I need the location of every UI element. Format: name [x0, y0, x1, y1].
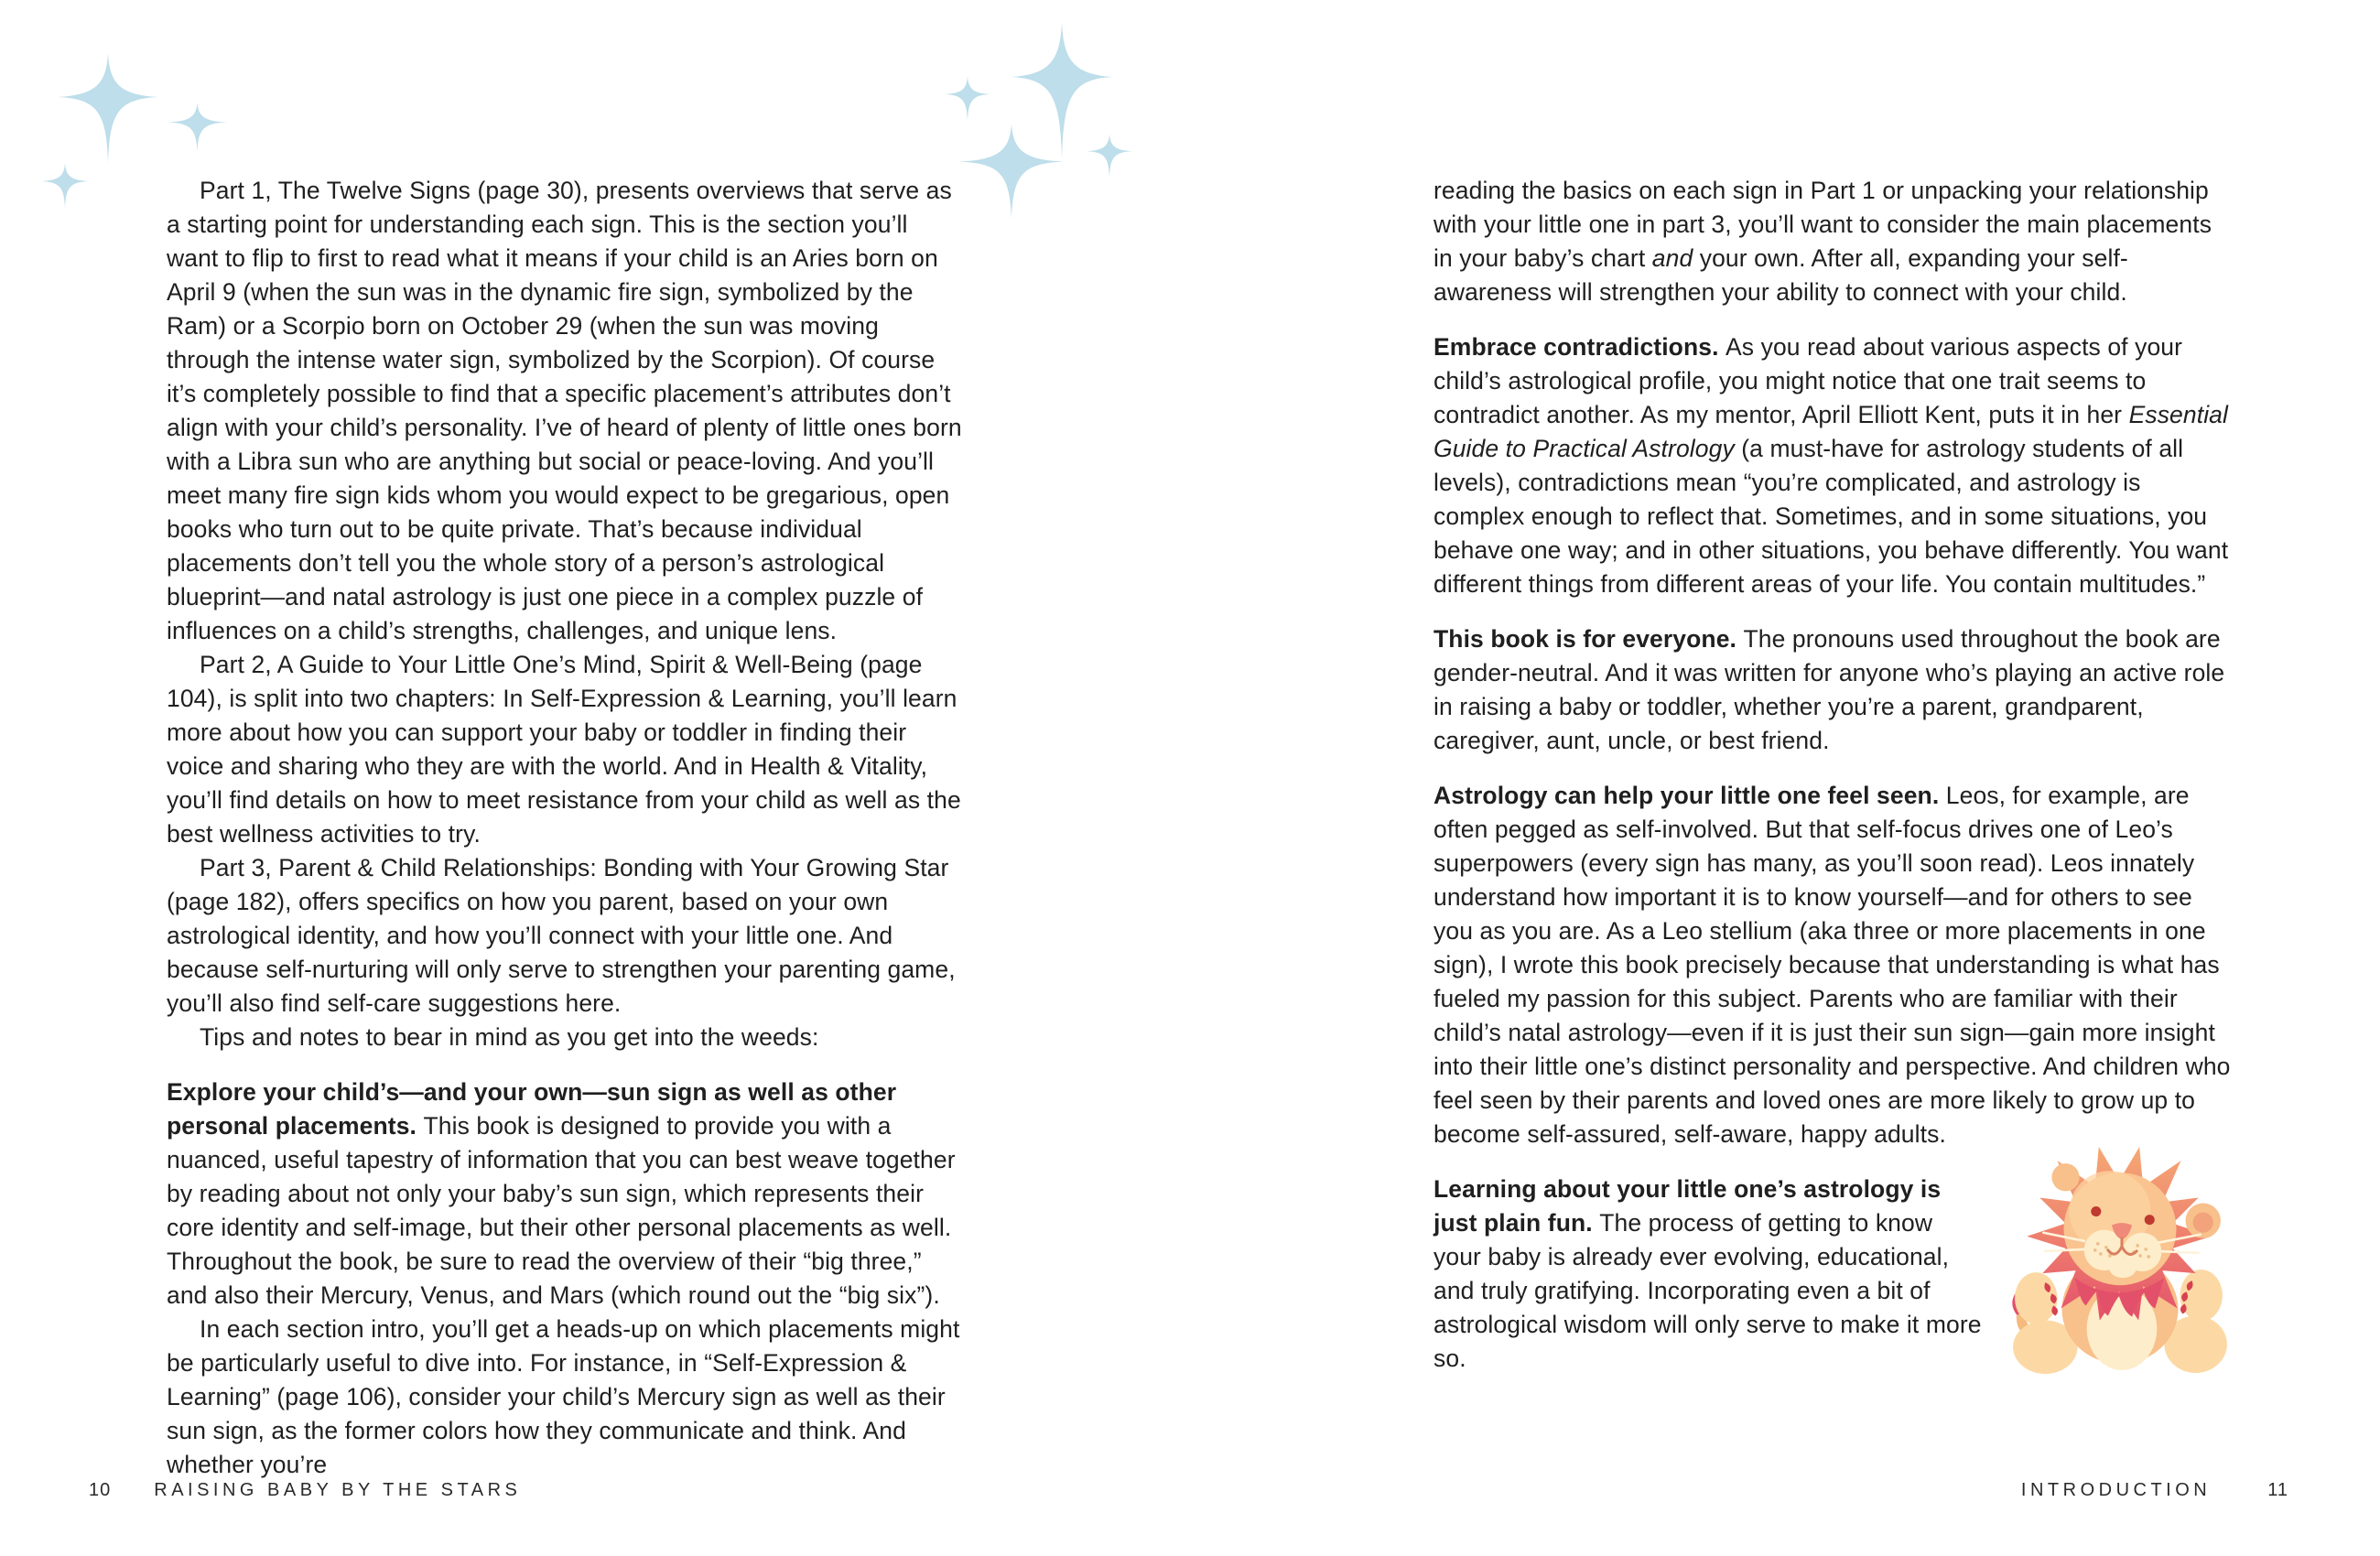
paragraph: This book is for everyone. The pronouns used throughout the book are gender-neutral. And it was written for anyone who’s playing an active role in raising a baby or toddler, whether you’re a parent, grandparent, caregiver, aunt, uncle, or best friend.: [1433, 625, 2225, 754]
paragraph: Part 3, Parent & Child Relationships: Bonding with Your Growing Star (page 182), offers specifics on how you parent, based on your own astrological identity, and how you’ll connect with your little one. And because self-nurturing will only serve to strengthen your parenting game, you’ll also find self-care suggestions here.: [167, 854, 956, 1017]
paragraph: Explore your child’s—and your own—sun sign as well as other personal placements. This book is designed to provide you with a nuanced, useful tapestry of information that you can best weave together by reading about not only your baby’s sun sign, which represents their core identity and self-image, but their other personal placements as well. Throughout the book, be sure to read the overview of their “big three,” and also their Mercury, Venus, and Mars (which round out the “big six”).: [167, 1078, 956, 1309]
page-number: 10: [89, 1480, 112, 1500]
paragraph: reading the basics on each sign in Part 1 or unpacking your relationship with your little one in part 3, you’ll want to consider the main placements in your baby’s chart and your own. After all, expanding your self-awareness will strengthen your ability to connect with your child.: [1433, 177, 2212, 306]
sparkle-icon: [41, 163, 89, 209]
book-title: RAISING BABY BY THE STARS: [154, 1480, 522, 1500]
lion-inner-ear: [2193, 1213, 2213, 1233]
leo-lion-illustration: [2010, 1147, 2232, 1378]
sparkle-icon: [1087, 134, 1132, 178]
sparkle-icon: [959, 124, 1064, 219]
paragraph: Embrace contradictions. As you read about various aspects of your child’s astrological profile, you might notice that one trait seems to contradict another. As my mentor, April Elliott Kent, puts it in her Essential Guide to Practical Astrology (a must-have for astrology students of all levels), contradictions mean “you’re complicated, and astrology is complex enough to reflect that. Sometimes, and in some situations, you behave one way; and in other situations, you behave differently. You want different things from different areas of your life. You contain multitudes.”: [1433, 333, 2229, 598]
left-page-footer: [89, 1480, 521, 1501]
page-number: 11: [2267, 1480, 2288, 1500]
paragraph: In each section intro, you’ll get a heads-up on which placements might be particularly useful to dive into. For instance, in “Self-Expression & Learning” (page 106), consider your child’s Mercury sign as well as their sun sign, as the former colors how they communicate and think. And whether you’re: [167, 1315, 960, 1478]
paragraph: Part 2, A Guide to Your Little One’s Mind, Spirit & Well-Being (page 104), is split into two chapters: In Self-Expression & Learning, you’ll learn more about how you can support your baby or toddler in finding their voice and sharing who they are with the world. And in Health & Vitality, you’ll find details on how to meet resistance from your child as well as the best wellness activities to try.: [167, 651, 961, 848]
sparkle-icon: [58, 53, 158, 163]
section-label: INTRODUCTION: [2020, 1480, 2212, 1500]
paragraph: Part 1, The Twelve Signs (page 30), presents overviews that serve as a starting point for understanding each sign. This is the section you’ll want to flip to first to read what it means if your child is an Aries born on April 9 (when the sun was in the dynamic fire sign, symbolized by the Ram) or a Scorpio born on October 29 (when the sun was moving through the intense water sign, symbolized by the Scorpion). Of course it’s completely possible to find that a specific placement’s attributes don’t align with your child’s personality. I’ve of heard of plenty of little ones born with a Libra sun who are anything but social or peace-loving. And you’ll meet many fire sign kids whom you would expect to be gregarious, open books who turn out to be quite private. That’s because individual placements don’t tell you the whole story of a person’s astrological blueprint—and natal astrology is just one piece in a complex puzzle of influences on a child’s strengths, challenges, and unique lens.: [167, 177, 962, 644]
lion-chin: [2109, 1258, 2137, 1278]
paragraph: Astrology can help your little one feel seen. Leos, for example, are often pegged as self-involved. But that self-focus drives one of Leo’s superpowers (every sign has many, as you’ll soon read). Leos innately understand how important it is to know yourself—and for others to see you as you are. As a Leo stellium (aka three or more placements in one sign), I wrote this book precisely because that understanding is what has fueled my passion for this subject. Parents who are familiar with their child’s natal astrology—even if it is just their sun sign—gain more insight into their little one’s distinct personality and perspective. And children who feel seen by their parents and loved ones are more likely to grow up to become self-assured, self-aware, happy adults.: [1433, 782, 2231, 1148]
lion-eye: [2091, 1206, 2101, 1216]
lion-ear: [2051, 1163, 2079, 1191]
paragraph: Tips and notes to bear in mind as you get into the weeds:: [200, 1023, 819, 1051]
paragraph-text: Learning about your little one’s astrology is just plain fun. The process of getting to know your baby is already ever evolving, educational, and truly gratifying. Incorporating even a bit of astrological wisdom will only serve to make it more so.: [1433, 1175, 1982, 1372]
sparkle-icon: [168, 103, 227, 152]
right-page-text-column: [1433, 174, 2232, 1378]
right-page-footer: [2021, 1480, 2288, 1501]
sparkle-icon: [945, 76, 990, 122]
left-page-text-column: [167, 174, 965, 1482]
paragraph: [1433, 1172, 2232, 1376]
lion-eye: [2145, 1215, 2155, 1225]
